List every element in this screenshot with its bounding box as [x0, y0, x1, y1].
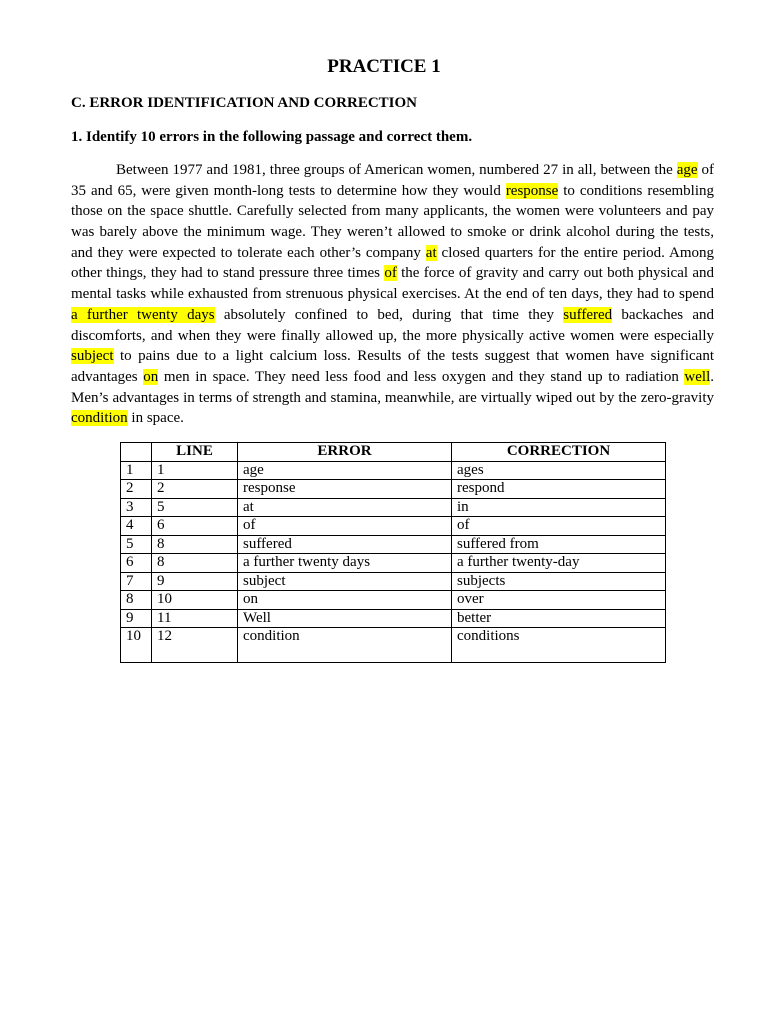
passage-line-7: mental tasks while exhausted from strenuous physical exercises. At the end of ten days, they had to spend: [71, 286, 714, 303]
passage-line-11: [71, 367, 714, 388]
row-number: 3: [121, 498, 152, 517]
error-cell: suffered: [238, 535, 452, 554]
passage-line-2: [71, 181, 714, 202]
table-header-row: [121, 443, 666, 462]
highlighted-error: subject: [71, 348, 114, 365]
table-row: [121, 517, 666, 536]
correction-cell: in: [452, 498, 666, 517]
highlighted-error: well: [684, 368, 711, 385]
row-number: 10: [121, 628, 152, 663]
header-correction: CORRECTION: [452, 443, 666, 462]
highlighted-error: age: [676, 162, 698, 178]
error-cell: Well: [238, 609, 452, 628]
line-cell: 6: [152, 517, 238, 536]
passage-line-6: [71, 263, 714, 284]
error-cell: of: [238, 517, 452, 536]
row-number: 9: [121, 609, 152, 628]
correction-cell: better: [452, 609, 666, 628]
line-cell: 8: [152, 535, 238, 554]
row-number: 4: [121, 517, 152, 536]
task-instruction: 1. Identify 10 errors in the following passage and correct them.: [71, 129, 473, 145]
table-row: [121, 480, 666, 499]
text-span: of: [697, 162, 714, 178]
row-number: 1: [121, 461, 152, 480]
passage-line-13: [71, 408, 714, 429]
error-correction-table: [120, 442, 666, 663]
error-cell: on: [238, 591, 452, 610]
table-row: [121, 498, 666, 517]
row-number: 7: [121, 572, 152, 591]
highlighted-error: condition: [71, 410, 128, 427]
table-row: [121, 572, 666, 591]
text-span: men in space. They need less food and less oxygen and they stand up to radiation: [158, 368, 685, 385]
line-cell: 1: [152, 461, 238, 480]
passage-line-3: those on the space shuttle. Carefully selected from many applicants, the women were volunteers and pay: [71, 203, 714, 220]
row-number: 5: [121, 535, 152, 554]
error-cell: at: [238, 498, 452, 517]
line-cell: 11: [152, 609, 238, 628]
passage-line-1: [71, 160, 714, 181]
passage-line-4: was barely above the minimum wage. They weren’t allowed to smoke or drink alcohol during the tests,: [71, 224, 714, 241]
text-span: the force of gravity and carry out both physical and: [396, 265, 715, 282]
highlighted-error: on: [143, 368, 159, 385]
passage-line-12: Men’s advantages in terms of strength and stamina, meanwhile, are virtually wiped out by the zero-gravity: [71, 389, 714, 406]
line-cell: 10: [152, 591, 238, 610]
error-cell: age: [238, 461, 452, 480]
line-cell: 9: [152, 572, 238, 591]
line-cell: 5: [152, 498, 238, 517]
error-cell: response: [238, 480, 452, 499]
highlighted-error: suffered: [563, 306, 613, 323]
passage: [71, 160, 714, 429]
section-heading: C. ERROR IDENTIFICATION AND CORRECTION: [71, 95, 418, 111]
error-cell: a further twenty days: [238, 554, 452, 573]
text-span: 35 and 65, were given month-long tests to determine how they would: [71, 182, 506, 199]
passage-line-8: [71, 305, 714, 326]
table-row: [121, 461, 666, 480]
table-row: [121, 554, 666, 573]
error-cell: condition: [238, 628, 452, 663]
correction-cell: of: [452, 517, 666, 536]
correction-cell: a further twenty-day: [452, 554, 666, 573]
row-number: 8: [121, 591, 152, 610]
highlighted-error: of: [384, 265, 397, 282]
table-row: [121, 535, 666, 554]
text-span: .: [710, 368, 714, 385]
correction-cell: over: [452, 591, 666, 610]
passage-line-9: discomforts, and when they were finally allowed up, the more physically active women were especially: [71, 327, 714, 344]
header-error: ERROR: [238, 443, 452, 462]
text-span: to pains due to a light calcium loss. Results of the tests suggest that women have significant: [113, 348, 714, 365]
text-span: to conditions resembling: [558, 182, 714, 199]
line-cell: 12: [152, 628, 238, 663]
header-number: [121, 443, 152, 462]
table-row: [121, 628, 666, 663]
header-line: LINE: [152, 443, 238, 462]
text-span: in space.: [127, 410, 184, 427]
correction-cell: suffered from: [452, 535, 666, 554]
text-span: other things, they had to stand pressure three times: [71, 265, 385, 282]
correction-cell: respond: [452, 480, 666, 499]
row-number: 2: [121, 480, 152, 499]
correction-cell: subjects: [452, 572, 666, 591]
text-span: advantages: [71, 368, 144, 385]
line-cell: 8: [152, 554, 238, 573]
highlighted-error: response: [505, 182, 559, 199]
passage-line-10: [71, 346, 714, 367]
table-row: [121, 591, 666, 610]
passage-line-5: [71, 243, 714, 264]
row-number: 6: [121, 554, 152, 573]
page-title: PRACTICE 1: [327, 56, 441, 77]
table-row: [121, 609, 666, 628]
correction-cell: conditions: [452, 628, 666, 663]
line-cell: 2: [152, 480, 238, 499]
text-span: closed quarters for the entire period. Among: [436, 244, 714, 261]
text-span: backaches and: [612, 306, 714, 323]
correction-cell: ages: [452, 461, 666, 480]
highlighted-error: at: [425, 244, 437, 261]
text-span: Between 1977 and 1981, three groups of American women, numbered 27 in all, between the: [116, 162, 677, 178]
text-span: absolutely confined to bed, during that time they: [214, 306, 564, 323]
highlighted-error: a further twenty days: [71, 306, 215, 323]
error-cell: subject: [238, 572, 452, 591]
text-span: and they were expected to tolerate each other’s company: [71, 244, 426, 261]
